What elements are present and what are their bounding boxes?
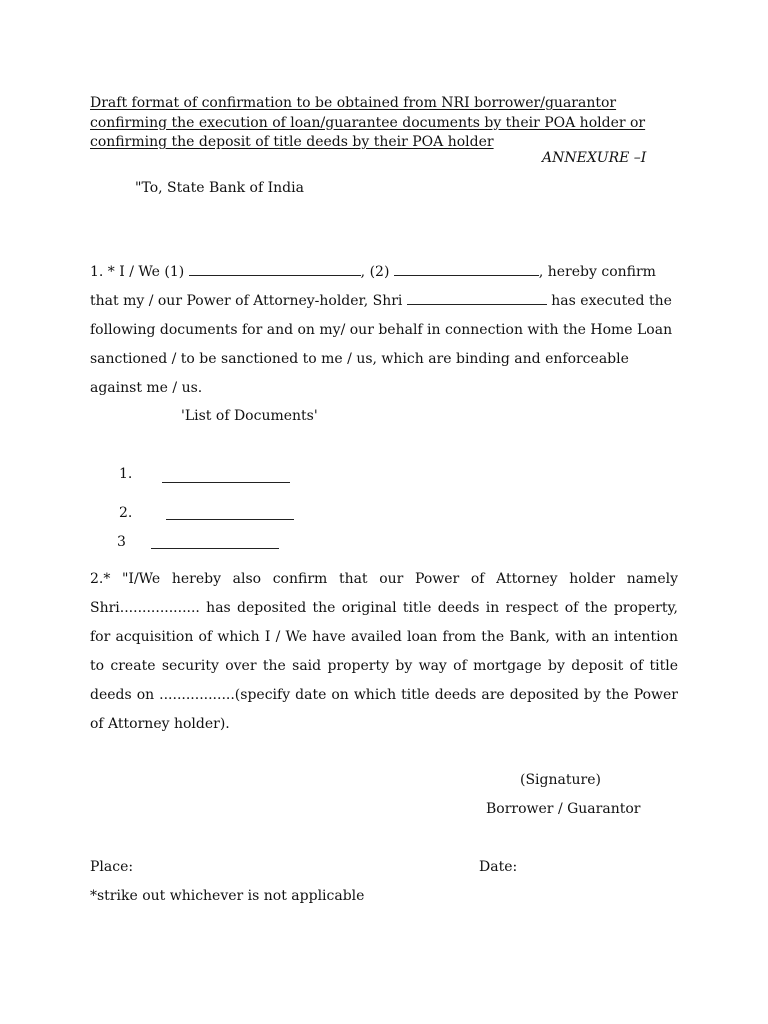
confirmation-paragraph-1 — [90, 258, 678, 403]
list-item-blank-1 — [162, 481, 290, 483]
signature-role: Borrower / Guarantor — [486, 801, 641, 817]
poa-holder-blank — [407, 290, 547, 305]
list-item-blank-3 — [151, 547, 279, 549]
name-blank-1 — [189, 261, 361, 276]
list-item-number-3: 3 — [117, 534, 126, 550]
list-item-number-1: 1. — [119, 466, 133, 482]
list-item-blank-2 — [166, 518, 294, 520]
para1-mid1: , (2) — [360, 264, 394, 280]
addressee: "To, State Bank of India — [135, 180, 304, 196]
list-of-documents-title: 'List of Documents' — [181, 408, 318, 424]
list-item-number-2: 2. — [119, 505, 133, 521]
place-label: Place: — [90, 859, 134, 875]
annexure-label: ANNEXURE –I — [542, 150, 647, 166]
para1-prefix: 1. * I / We (1) — [90, 264, 189, 280]
footnote: *strike out whichever is not applicable — [90, 888, 365, 904]
para1-rest: has executed the following documents for and on my/ our behalf in connection with the Home Loan sanctioned / to be sanctioned to me / us, which are binding and enforceable against me / us. — [90, 293, 673, 396]
document-title: Draft format of confirmation to be obtained from NRI borrower/guarantor confirming the execution of loan/guarantee documents by their POA holder or confirming the deposit of title deeds by their POA holder — [90, 95, 646, 150]
confirmation-paragraph-2: 2.* "I/We hereby also confirm that our Power of Attorney holder namely Shri.................. has deposited the original title deeds in respect of the property, for acquisition of which I / We have availed loan from the Bank, with an intention to create security over the said property by way of mortgage by deposit of title deeds on .................(specify date on which title deeds are deposited by the Power of Attorney holder). — [90, 571, 678, 732]
name-blank-2 — [394, 261, 539, 276]
para1-mid2: , hereby confirm that my / our Power of Attorney-holder, Shri — [90, 264, 656, 309]
date-label: Date: — [479, 859, 518, 875]
signature-label: (Signature) — [520, 772, 601, 788]
